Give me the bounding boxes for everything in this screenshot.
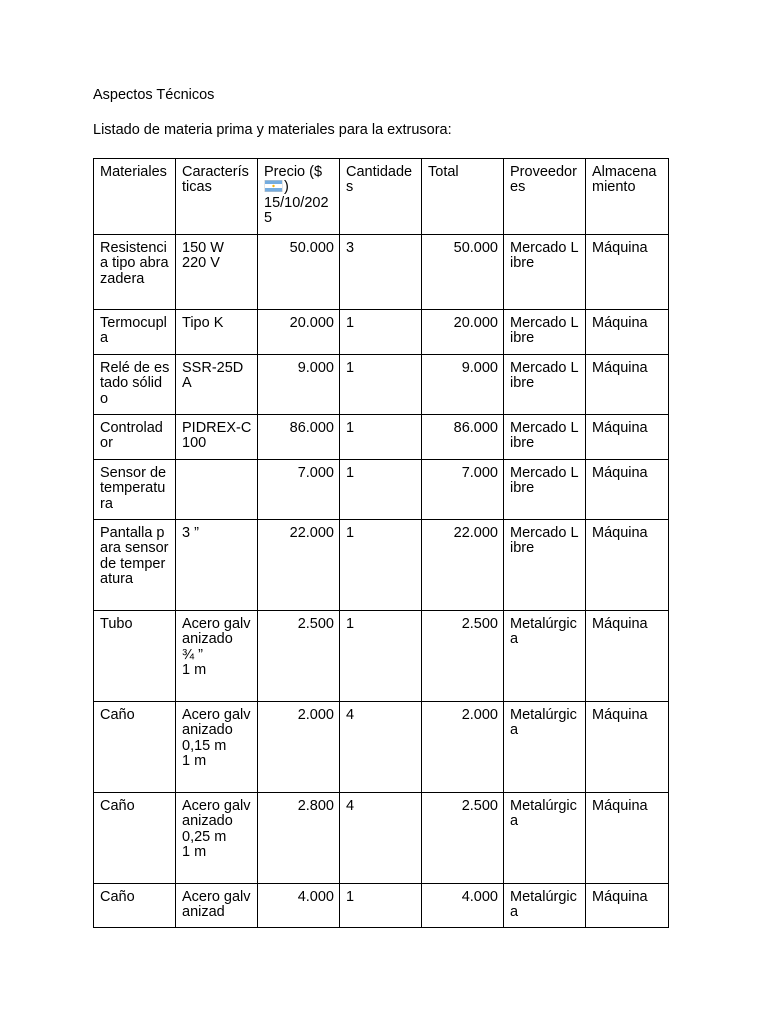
materials-table-body xyxy=(94,235,669,928)
header-materiales: Materiales xyxy=(94,159,176,235)
caracteristica-line: ¾ ” xyxy=(182,646,203,663)
caracteristica-line: Acero galvanizado xyxy=(182,707,251,739)
cell-total: 50.000 xyxy=(422,235,504,310)
caracteristica-line: Acero galvanizado xyxy=(182,616,251,648)
cell-caracteristicas xyxy=(176,460,258,520)
header-almacenamiento: Almacenamiento xyxy=(586,159,669,235)
header-total: Total xyxy=(422,159,504,235)
cell-almacenamiento: Máquina xyxy=(586,520,669,611)
cell-almacenamiento: Máquina xyxy=(586,415,669,460)
caracteristica-line: 0,25 m xyxy=(182,828,227,845)
caracteristica-line: 1 m xyxy=(182,661,207,678)
cell-material: Sensor de temperatura xyxy=(94,460,176,520)
cell-precio: 2.000 xyxy=(258,702,340,793)
cell-caracteristicas xyxy=(176,310,258,355)
cell-caracteristicas xyxy=(176,702,258,793)
cell-precio: 4.000 xyxy=(258,884,340,928)
header-precio-prefix: Precio ($ xyxy=(264,164,323,180)
caracteristica-line: Acero galvanizado xyxy=(182,798,251,830)
cell-proveedor: Mercado Libre xyxy=(504,235,586,310)
caracteristica-line: 150 W xyxy=(182,240,224,256)
caracteristica-line: Tipo K xyxy=(182,315,224,331)
cell-total: 86.000 xyxy=(422,415,504,460)
caracteristica-line: 220 V xyxy=(182,255,220,272)
cell-cantidad: 3 xyxy=(340,235,422,310)
cell-proveedor: Metalúrgica xyxy=(504,793,586,884)
cell-precio: 2.800 xyxy=(258,793,340,884)
cell-caracteristicas xyxy=(176,415,258,460)
header-proveedores: Proveedores xyxy=(504,159,586,235)
cell-total: 20.000 xyxy=(422,310,504,355)
table-row xyxy=(94,235,669,310)
cell-total: 2.500 xyxy=(422,611,504,702)
cell-almacenamiento: Máquina xyxy=(586,310,669,355)
table-row xyxy=(94,702,669,793)
cell-precio: 7.000 xyxy=(258,460,340,520)
cell-precio: 20.000 xyxy=(258,310,340,355)
cell-cantidad: 1 xyxy=(340,415,422,460)
caracteristica-line: SSR-25DA xyxy=(182,360,244,392)
cell-proveedor: Mercado Libre xyxy=(504,415,586,460)
table-row xyxy=(94,520,669,611)
header-caracteristicas: Características xyxy=(176,159,258,235)
materials-table xyxy=(93,158,669,928)
cell-material: Relé de estado sólido xyxy=(94,355,176,415)
header-precio xyxy=(258,159,340,235)
cell-proveedor: Mercado Libre xyxy=(504,520,586,611)
cell-proveedor: Metalúrgica xyxy=(504,611,586,702)
cell-material: Tubo xyxy=(94,611,176,702)
caracteristica-line: 0,15 m xyxy=(182,737,227,754)
table-row xyxy=(94,611,669,702)
table-row xyxy=(94,793,669,884)
caracteristica-line: PIDREX-C100 xyxy=(182,420,252,452)
cell-total: 2.500 xyxy=(422,793,504,884)
cell-material: Caño xyxy=(94,884,176,928)
cell-almacenamiento: Máquina xyxy=(586,235,669,310)
cell-cantidad: 1 xyxy=(340,355,422,415)
header-precio-suffix: ) xyxy=(284,179,289,196)
cell-cantidad: 1 xyxy=(340,611,422,702)
cell-material: Caño xyxy=(94,793,176,884)
cell-total: 4.000 xyxy=(422,884,504,928)
cell-precio: 86.000 xyxy=(258,415,340,460)
intro-paragraph: Listado de materia prima y materiales para la extrusora: xyxy=(93,122,452,138)
cell-total: 2.000 xyxy=(422,702,504,793)
cell-proveedor: Metalúrgica xyxy=(504,884,586,928)
cell-material: Pantalla para sensor de temperatura xyxy=(94,520,176,611)
cell-caracteristicas xyxy=(176,793,258,884)
cell-almacenamiento: Máquina xyxy=(586,460,669,520)
cell-almacenamiento: Máquina xyxy=(586,702,669,793)
cell-material: Resistencia tipo abrazadera xyxy=(94,235,176,310)
cell-almacenamiento: Máquina xyxy=(586,611,669,702)
cell-precio: 2.500 xyxy=(258,611,340,702)
argentina-flag-icon xyxy=(264,180,283,192)
section-heading: Aspectos Técnicos xyxy=(93,87,215,103)
cell-almacenamiento: Máquina xyxy=(586,884,669,928)
table-row xyxy=(94,415,669,460)
cell-material: Caño xyxy=(94,702,176,793)
cell-precio: 50.000 xyxy=(258,235,340,310)
cell-cantidad: 1 xyxy=(340,884,422,928)
table-row xyxy=(94,884,669,928)
cell-material: Termocupla xyxy=(94,310,176,355)
cell-almacenamiento: Máquina xyxy=(586,355,669,415)
cell-cantidad: 1 xyxy=(340,520,422,611)
table-row xyxy=(94,310,669,355)
header-cantidades: Cantidades xyxy=(340,159,422,235)
cell-caracteristicas xyxy=(176,520,258,611)
cell-caracteristicas xyxy=(176,235,258,310)
cell-cantidad: 1 xyxy=(340,310,422,355)
cell-precio: 9.000 xyxy=(258,355,340,415)
cell-proveedor: Metalúrgica xyxy=(504,702,586,793)
cell-total: 9.000 xyxy=(422,355,504,415)
table-row xyxy=(94,460,669,520)
caracteristica-line: Acero galvanizad xyxy=(182,889,251,921)
cell-caracteristicas xyxy=(176,355,258,415)
cell-proveedor: Mercado Libre xyxy=(504,460,586,520)
cell-almacenamiento: Máquina xyxy=(586,793,669,884)
cell-proveedor: Mercado Libre xyxy=(504,310,586,355)
caracteristica-line: 1 m xyxy=(182,843,207,860)
cell-proveedor: Mercado Libre xyxy=(504,355,586,415)
cell-caracteristicas xyxy=(176,611,258,702)
cell-cantidad: 4 xyxy=(340,702,422,793)
cell-material: Controlador xyxy=(94,415,176,460)
cell-cantidad: 1 xyxy=(340,460,422,520)
cell-precio: 22.000 xyxy=(258,520,340,611)
cell-cantidad: 4 xyxy=(340,793,422,884)
cell-total: 7.000 xyxy=(422,460,504,520)
cell-total: 22.000 xyxy=(422,520,504,611)
table-header-row xyxy=(94,159,669,235)
caracteristica-line: 3 ” xyxy=(182,525,199,541)
cell-caracteristicas xyxy=(176,884,258,928)
caracteristica-line: 1 m xyxy=(182,752,207,769)
table-row xyxy=(94,355,669,415)
header-precio-date: 15/10/2025 xyxy=(264,194,329,226)
